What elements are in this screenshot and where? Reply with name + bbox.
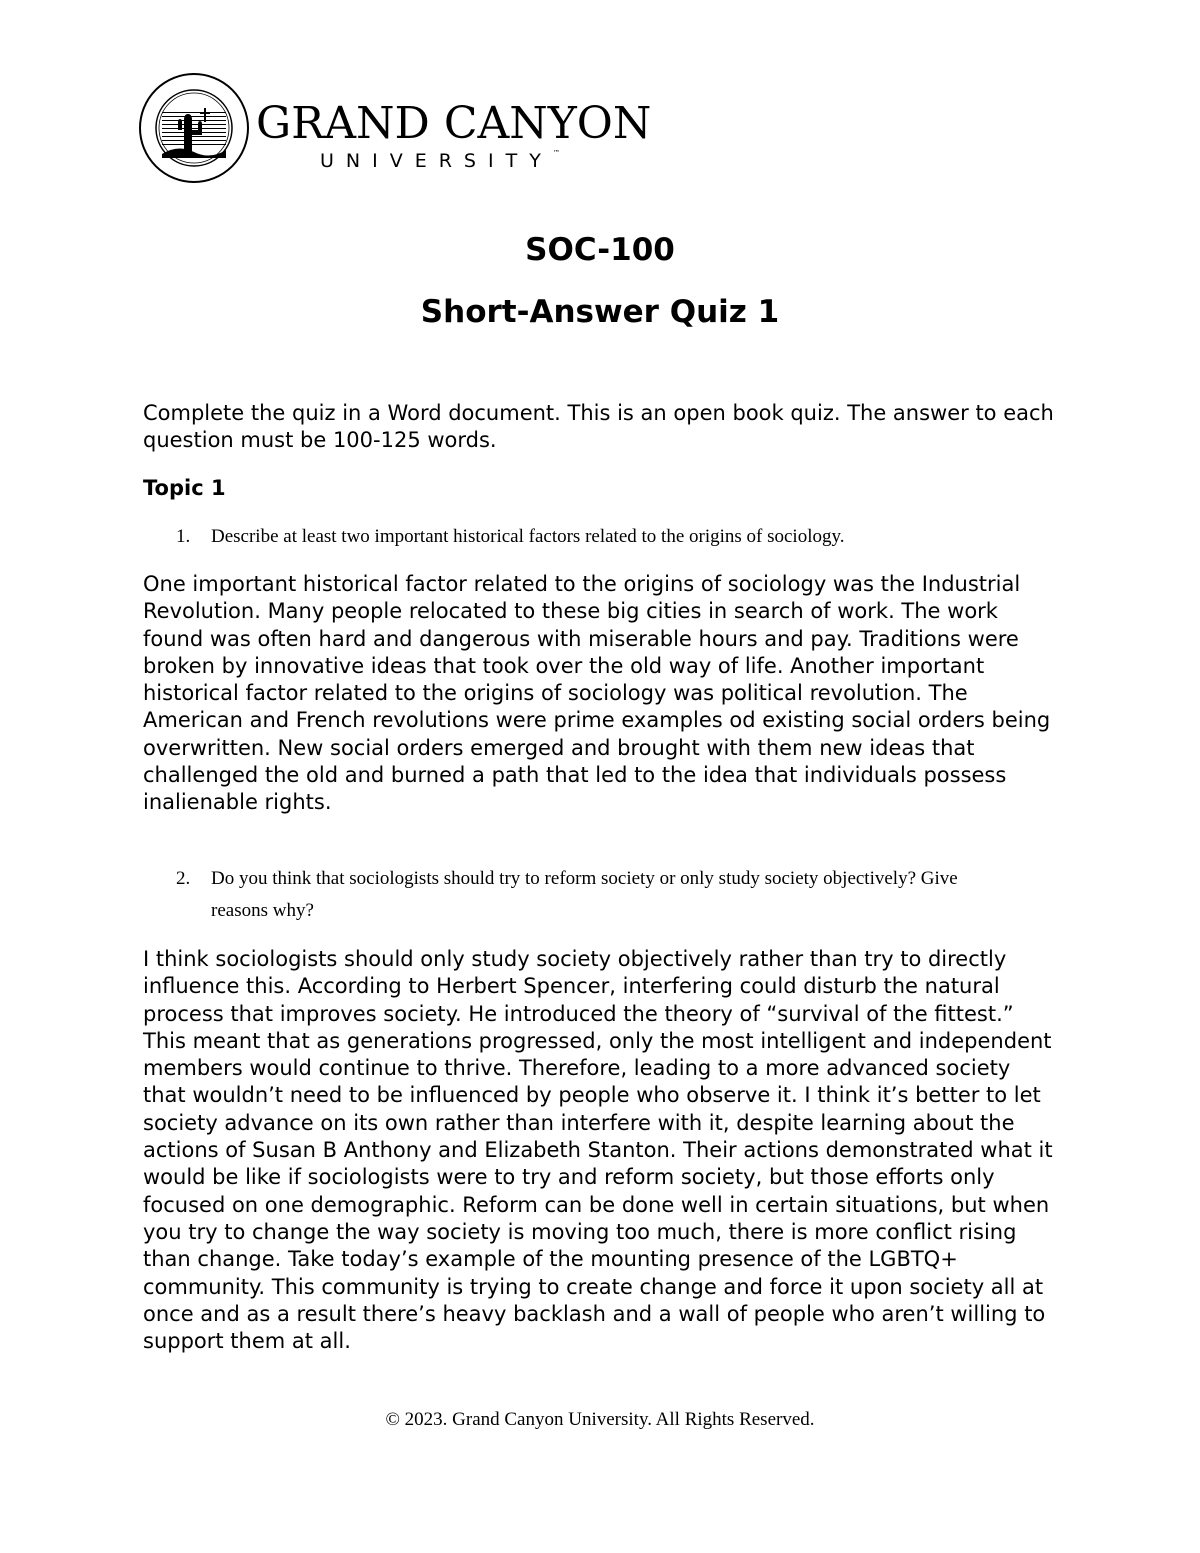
question-text: Describe at least two important historical factors related to the origins of sociology. [211, 526, 845, 547]
university-seal-icon [138, 72, 250, 184]
answer-2: I think sociologists should only study society objectively rather than try to directly influence this. According to Herbert Spencer, interfering could disturb the natural process that improves society. He introduced the theory of “survival of the fittest.” This meant that as generations progressed, only the most intelligent and independent members would continue to thrive. Therefore, leading to a more advanced society that wouldn’t need to be influenced by people who observe it. I think it’s better to let society advance on its own rather than interfere with it, despite learning about the actions of Susan B Anthony and Elizabeth Stanton. Their actions demonstrated what it would be like if sociologists were to try and reform society, but those efforts only focused on one demographic. Reform can be done well in certain situations, but when you try to change the way society is moving too much, there is more conflict rising than change. Take today’s example of the mounting presence of the LGBTQ+ community. This community is trying to create change and force it upon society all at once and as a result there’s heavy backlash and a wall of people who aren’t willing to support them at all. [143, 947, 1053, 1354]
trademark-symbol: ™ [552, 149, 560, 157]
quiz-title: Short-Answer Quiz 1 [420, 294, 780, 330]
copyright-footer: © 2023. Grand Canyon University. All Rights Reserved. [385, 1409, 815, 1430]
question-2 [143, 863, 1003, 927]
course-code: SOC-100 [525, 232, 675, 268]
wordmark-university-text: UNIVERSITY [320, 150, 553, 172]
wordmark-grand-canyon: GRAND CANYON [256, 98, 652, 149]
topic-heading: Topic 1 [143, 476, 226, 500]
university-logo [138, 72, 652, 190]
question-number: 2. [176, 868, 191, 889]
quiz-instructions: Complete the quiz in a Word document. This is an open book quiz. The answer to each question must be 100-125 words. [143, 401, 1054, 453]
wordmark-university [320, 149, 560, 172]
answer-1: One important historical factor related to the origins of sociology was the Industrial Revolution. Many people relocated to these big cities in search of work. The work found was often hard and dangerous with miserable hours and pay. Traditions were broken by innovative ideas that took over the old way of life. Another important historical factor related to the origins of sociology was political revolution. The American and French revolutions were prime examples od existing social orders being overwritten. New social orders emerged and brought with them new ideas that challenged the old and burned a path that led to the idea that individuals possess inalienable rights. [143, 572, 1051, 815]
question-1 [143, 521, 1003, 553]
question-number: 1. [176, 526, 191, 547]
question-text: Do you think that sociologists should try to reform society or only study society objectively? Give reasons why? [211, 868, 958, 921]
